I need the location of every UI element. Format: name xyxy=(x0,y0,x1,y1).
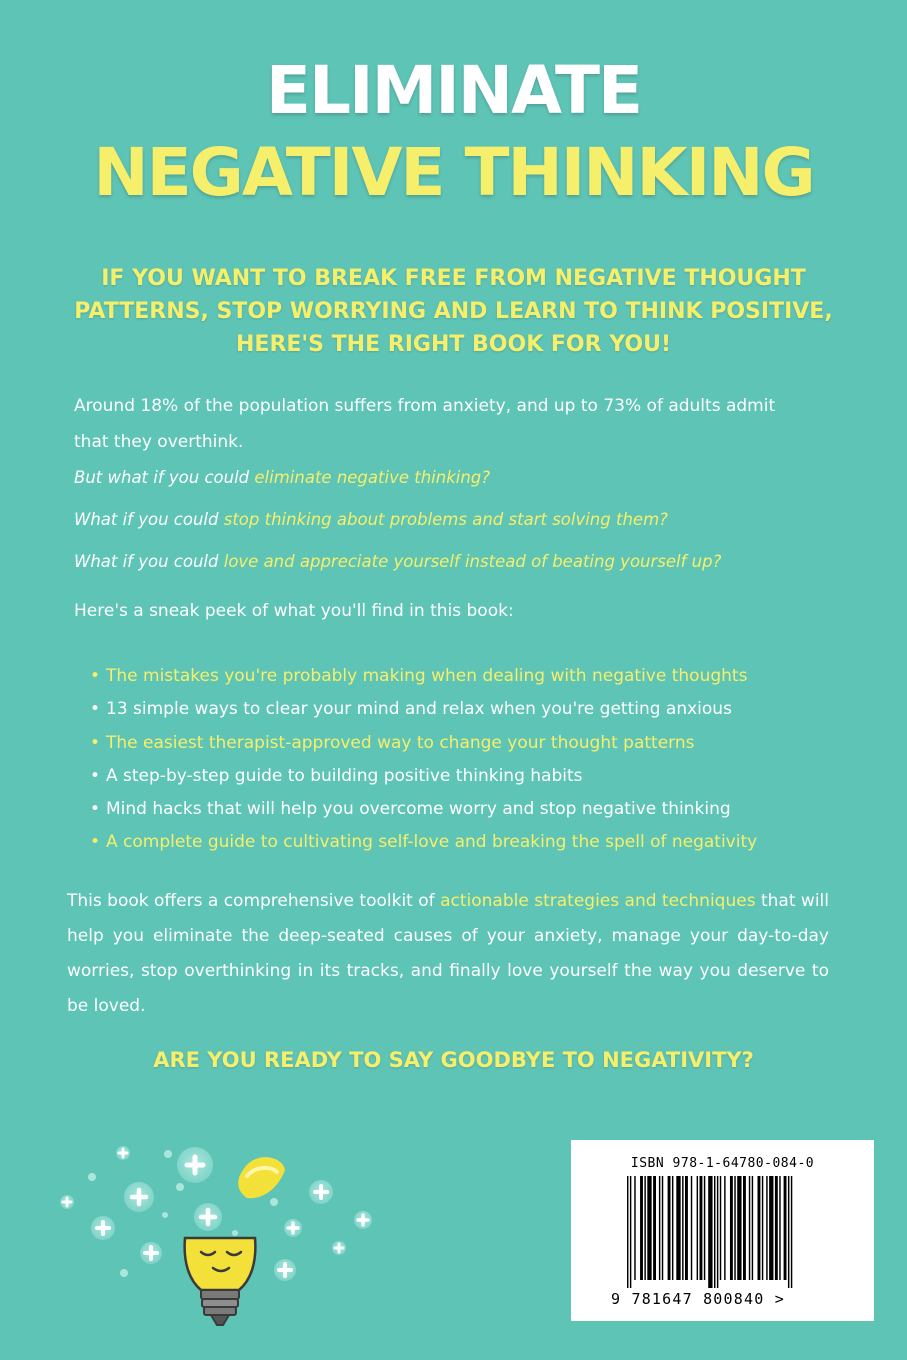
bubble-plus-icon xyxy=(354,1211,372,1229)
bubble-plus-icon xyxy=(177,1147,213,1183)
hook-line-2: PATTERNS, STOP WORRYING AND LEARN TO THINK POSITIVE, xyxy=(74,299,833,324)
bubble-plus-icon xyxy=(124,1182,154,1212)
feature-list xyxy=(90,660,757,860)
intro-line-2: that they overthink. xyxy=(74,432,244,452)
question-2-prefix: What if you could xyxy=(74,510,224,529)
hook-heading xyxy=(60,262,847,361)
bullet-dot: • xyxy=(90,732,101,753)
list-item-text: A complete guide to cultivating self-love and breaking the spell of negativity xyxy=(106,832,758,853)
bullet-dot: • xyxy=(90,799,101,820)
barcode-icon xyxy=(627,1176,839,1288)
barcode-box xyxy=(571,1140,874,1321)
bubble-plus-icon xyxy=(309,1180,333,1204)
question-3-highlight: love and appreciate yourself instead of beating yourself up xyxy=(223,552,713,571)
body-suffix: that will help you eliminate the deep-seated causes of your anxiety, manage your day-to-day worries, stop overthinking in its tracks, and finally love yourself the way you deserve to be loved. xyxy=(67,891,830,1016)
question-1-highlight: eliminate negative thinking xyxy=(254,468,482,487)
intro-paragraph xyxy=(74,388,834,460)
question-1-prefix: But what if you could xyxy=(74,468,255,487)
isbn-label: ISBN 978-1-64780-084-0 xyxy=(630,1156,815,1171)
question-2-highlight: stop thinking about problems and start solving them xyxy=(223,510,660,529)
question-2-suffix: ? xyxy=(659,510,668,529)
call-to-action: ARE YOU READY TO SAY GOODBYE TO NEGATIVITY? xyxy=(153,1048,754,1072)
list-item-text: 13 simple ways to clear your mind and relax when you're getting anxious xyxy=(106,699,732,720)
list-item xyxy=(90,727,757,760)
bulb-cap-icon xyxy=(238,1157,285,1198)
bubble-plus-icon xyxy=(140,1242,162,1264)
question-2 xyxy=(74,510,668,529)
bullet-dot: • xyxy=(90,832,101,853)
body-prefix: This book offers a comprehensive toolkit of xyxy=(67,891,441,911)
body-paragraph xyxy=(67,884,829,1024)
list-item-text: The mistakes you're probably making when dealing with negative thoughts xyxy=(106,666,748,686)
hook-line-3: HERE'S THE RIGHT BOOK FOR YOU! xyxy=(236,332,671,357)
list-item xyxy=(90,693,757,726)
bullet-dot: • xyxy=(90,666,101,686)
hook-line-1: IF YOU WANT TO BREAK FREE FROM NEGATIVE THOUGHT xyxy=(101,266,806,291)
bubble-plus-icon xyxy=(60,1195,74,1209)
bullet-dot: • xyxy=(90,699,101,720)
question-3-suffix: ? xyxy=(712,552,722,571)
bullet-dot: • xyxy=(90,765,101,786)
list-item-text: A step-by-step guide to building positive thinking habits xyxy=(106,765,583,786)
bubble-plus-icon xyxy=(194,1203,222,1231)
question-3 xyxy=(74,552,721,571)
barcode-digits: 9 781647 800840 > xyxy=(611,1290,785,1308)
question-3-prefix: What if you could xyxy=(74,552,224,571)
title-eliminate: ELIMINATE xyxy=(265,52,642,129)
list-item xyxy=(90,826,757,859)
bubble-plus-icon xyxy=(274,1259,296,1281)
list-item xyxy=(90,793,757,826)
body-highlight: actionable strategies and techniques xyxy=(440,891,756,911)
lightbulb-with-plus-bubbles-icon xyxy=(55,1140,385,1344)
question-1-suffix: ? xyxy=(481,468,491,487)
lightbulb-icon xyxy=(185,1238,256,1325)
bubble-plus-icon xyxy=(116,1146,130,1160)
sneak-peek-intro: Here's a sneak peek of what you'll find in this book: xyxy=(74,601,514,621)
illustration-svg xyxy=(55,1140,385,1340)
bubble-plus-icon xyxy=(332,1241,346,1255)
bubble-plus-icon xyxy=(91,1216,115,1240)
list-item xyxy=(90,660,757,693)
bubble-plus-icon xyxy=(284,1219,302,1237)
list-item xyxy=(90,760,757,793)
list-item-text: The easiest therapist-approved way to change your thought patterns xyxy=(106,732,695,753)
title-negative-thinking: NEGATIVE THINKING xyxy=(93,134,814,211)
question-1 xyxy=(74,468,490,487)
intro-line-1: Around 18% of the population suffers from anxiety, and up to 73% of adults admit xyxy=(74,396,776,416)
list-item-text: Mind hacks that will help you overcome worry and stop negative thinking xyxy=(106,799,731,820)
